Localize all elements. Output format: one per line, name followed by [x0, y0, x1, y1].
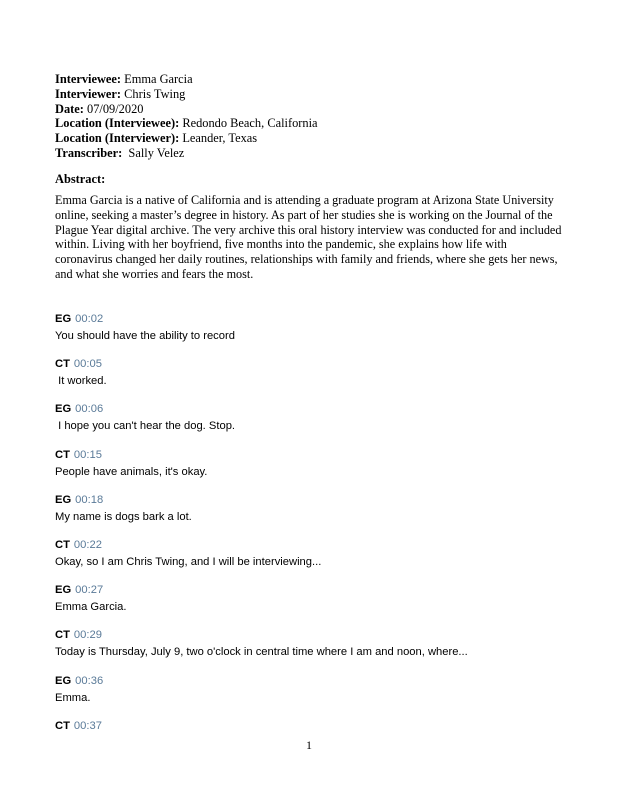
interviewer-row: [55, 87, 565, 102]
timestamp: 00:06: [75, 403, 104, 416]
speaker-line: [55, 446, 575, 465]
timestamp: 00:27: [75, 584, 104, 597]
speaker-initials: CT: [55, 358, 70, 371]
date-value: 07/09/2020: [87, 101, 144, 116]
transcript-entry: [55, 310, 575, 355]
interview-metadata: [55, 72, 565, 161]
abstract-heading: Abstract:: [55, 172, 106, 186]
speaker-line: [55, 536, 575, 555]
timestamp: 00:37: [73, 719, 102, 732]
interviewee-label: Interviewee:: [55, 72, 122, 86]
transcript-entry: [55, 400, 575, 445]
location-interviewee-value: Redondo Beach, California: [182, 116, 318, 131]
timestamp: 00:15: [73, 448, 102, 461]
utterance-text: Emma Garcia.: [55, 601, 127, 614]
interviewer-label: Interviewer:: [55, 86, 122, 101]
interviewee-row: [55, 72, 565, 87]
speaker-line: [55, 491, 575, 510]
interviewee-value: Emma Garcia: [124, 72, 193, 86]
location-interviewer-row: [55, 131, 565, 146]
transcript-entry: [55, 672, 575, 717]
location-interviewer-label: Location (Interviewer):: [55, 131, 180, 146]
timestamp: 00:29: [73, 629, 102, 642]
utterance-text: Okay, so I am Chris Twing, and I will be interviewing...: [55, 555, 322, 568]
speaker-initials: CT: [55, 629, 70, 642]
transcript: [55, 310, 575, 762]
abstract-text: Emma Garcia is a native of California and is attending a graduate program at Arizona State University online, seeking a master’s degree in history. As part of her studies she is working on the Journal of the Plague Year digital archive. The very archive this oral history interview was conducted for and included within. Living with her boyfriend, five months into the pandemic, she explains how life with coronavirus changed her daily routines, relationships with family and friends, where she gets her news, and what she worries and fears the most.: [55, 193, 562, 281]
speaker-line: [55, 400, 575, 419]
timestamp: 00:36: [75, 674, 104, 687]
speaker-initials: EG: [55, 584, 72, 597]
timestamp: 00:22: [73, 538, 102, 551]
utterance-text: My name is dogs bark a lot.: [55, 510, 192, 523]
speaker-line: [55, 355, 575, 374]
transcriber-row: [55, 146, 565, 161]
speaker-initials: EG: [55, 313, 72, 325]
transcriber-value: Sally Velez: [128, 145, 185, 160]
transcript-entry: [55, 491, 575, 536]
transcript-entry: [55, 626, 575, 671]
transcript-entry: [55, 581, 575, 626]
timestamp: 00:02: [75, 313, 104, 325]
transcript-entry: [55, 446, 575, 491]
timestamp: 00:05: [73, 358, 102, 371]
date-label: Date:: [55, 101, 84, 116]
speaker-line: [55, 717, 575, 736]
utterance-text: It worked.: [55, 375, 107, 388]
speaker-line: [55, 672, 575, 691]
transcriber-label: Transcriber:: [55, 145, 123, 160]
speaker-initials: EG: [55, 403, 72, 416]
interviewer-value: Chris Twing: [124, 86, 186, 101]
speaker-initials: CT: [55, 719, 70, 732]
speaker-initials: EG: [55, 674, 72, 687]
location-interviewer-value: Leander, Texas: [182, 131, 258, 146]
page-number: 1: [306, 738, 312, 752]
utterance-text: You should have the ability to record: [55, 330, 235, 342]
speaker-line: [55, 626, 575, 645]
transcript-entry: [55, 355, 575, 400]
timestamp: 00:18: [75, 493, 104, 506]
utterance-text: I hope you can't hear the dog. Stop.: [55, 420, 236, 433]
utterance-text: People have animals, it's okay.: [55, 465, 208, 478]
utterance-text: Today is Thursday, July 9, two o'clock in central time where I am and noon, where...: [55, 646, 468, 659]
speaker-line: [55, 310, 575, 329]
date-row: [55, 102, 565, 117]
transcript-entry: [55, 536, 575, 581]
speaker-initials: CT: [55, 448, 70, 461]
speaker-initials: EG: [55, 493, 72, 506]
utterance-text: Emma.: [55, 691, 91, 704]
location-interviewee-label: Location (Interviewee):: [55, 116, 180, 131]
location-interviewee-row: [55, 116, 565, 131]
speaker-initials: CT: [55, 538, 70, 551]
speaker-line: [55, 581, 575, 600]
